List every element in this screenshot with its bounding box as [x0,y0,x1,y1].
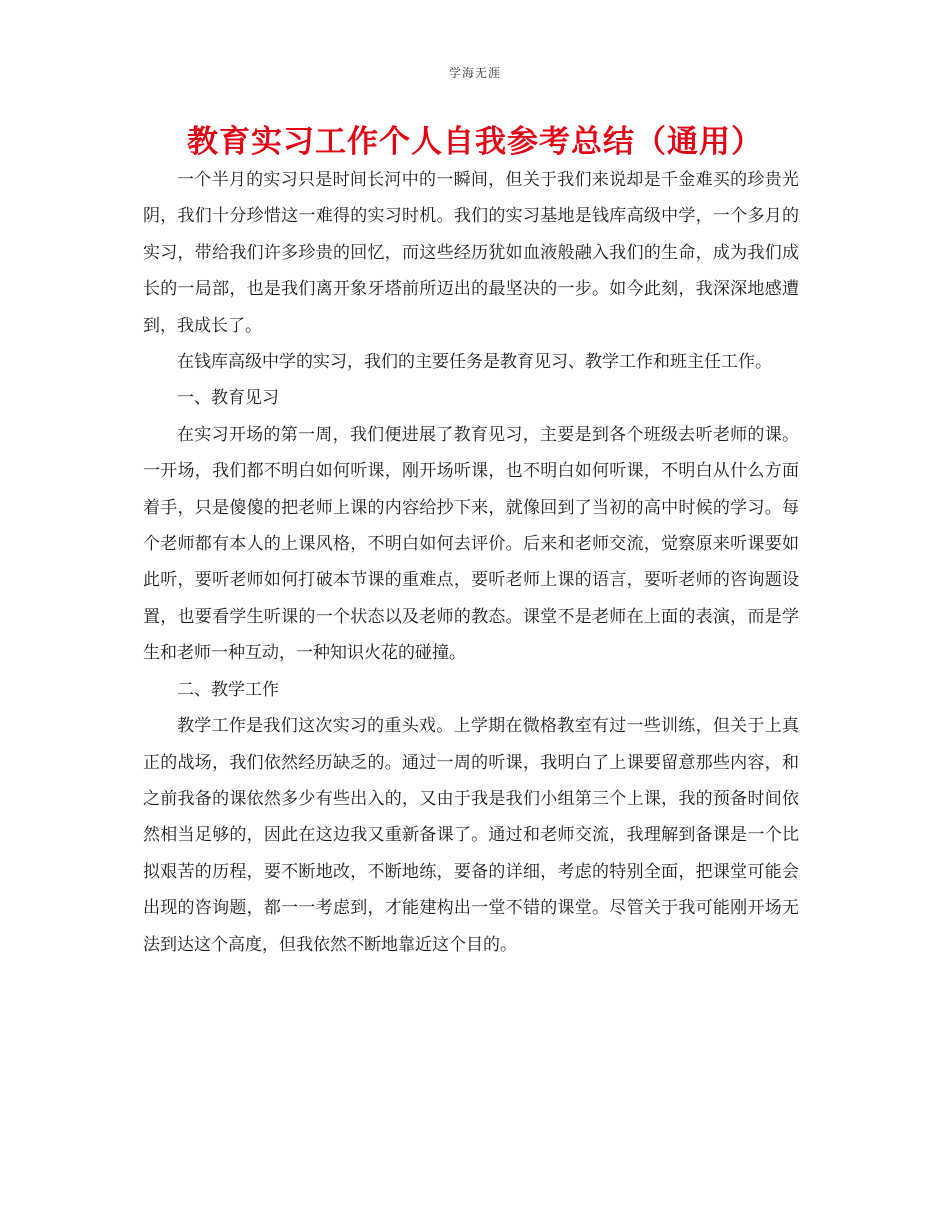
paragraph-intro: 一个半月的实习只是时间长河中的一瞬间，但关于我们来说却是千金难买的珍贵光阴，我们十分珍惜这一难得的实习时机。我们的实习基地是钱库高级中学，一个多月的实习，带给我们许多珍贵的回忆，而这些经历犹如血液般融入我们的生命，成为我们成长的一局部，也是我们离开象牙塔前所迈出的最坚决的一步。如今此刻，我深深地感遭到，我成长了。 [143,170,799,336]
paragraph-observation: 在实习开场的第一周，我们便进展了教育见习，主要是到各个班级去听老师的课。一开场，我们都不明白如何听课，刚开场听课，也不明白如何听课，不明白从什么方面着手，只是傻傻的把老师上课的内容给抄下来，就像回到了当初的高中时候的学习。每个老师都有本人的上课风格，不明白如何去评价。后来和老师交流，觉察原来听课要如此听，要听老师如何打破本节课的重难点，要听老师上课的语言，要听老师的咨询题设置，也要看学生听课的一个状态以及老师的教态。课堂不是老师在上面的表演，而是学生和老师一种互动，一种知识火花的碰撞。 [143,424,799,664]
document-title: 教育实习工作个人自我参考总结（通用） [187,124,763,160]
page-header: 学海无涯 [448,66,501,80]
section-heading-teaching: 二、教学工作 [177,679,279,700]
document-body [143,162,799,963]
paragraph-tasks: 在钱库高级中学的实习，我们的主要任务是教育见习、教学工作和班主任工作。 [177,352,772,373]
paragraph-teaching: 教学工作是我们这次实习的重头戏。上学期在微格教室有过一些训练，但关于上真正的战场，我们依然经历缺乏的。通过一周的听课，我明白了上课要留意那些内容，和之前我备的课依然多少有些出入的，又由于我是我们小组第三个上课，我的预备时间依然相当足够的，因此在这边我又重新备课了。通过和老师交流，我理解到备课是一个比拟艰苦的历程，要不断地改，不断地练，要备的详细，考虑的特别全面，把课堂可能会出现的咨询题，都一一考虑到，才能建构出一堂不错的课堂。尽管关于我可能刚开场无法到达这个高度，但我依然不断地靠近这个目的。 [143,716,799,955]
section-heading-observation: 一、教育见习 [177,388,279,409]
